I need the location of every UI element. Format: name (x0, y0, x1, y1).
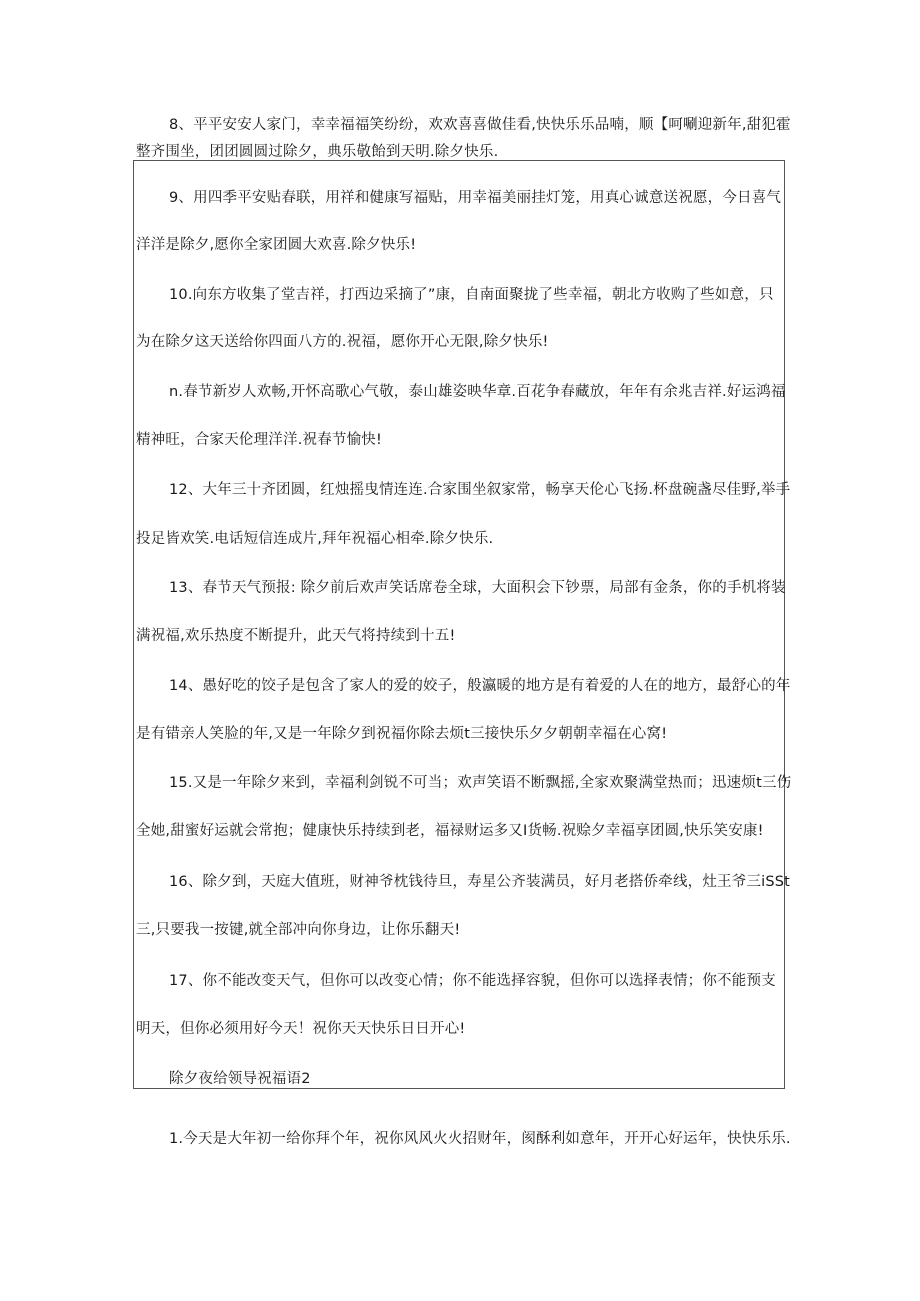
section-heading-text: 除夕夜给领导祝福语2 (169, 1071, 311, 1087)
paragraph-line: 满祝福,欢乐热度不断提升，此天气将持续到十五! (136, 628, 456, 644)
paragraph-line: 12、大年三十齐团圆，红烛摇曳情连连.合家围坐叙家常，畅享天伦心飞扬.杯盘碗盏尽佳野,举手 (169, 482, 791, 498)
paragraph-line: 17、你不能改变天气，但你可以改变心情；你不能选择容貌，但你可以选择表情；你不能预支 (169, 973, 776, 989)
paragraph-line: 是有错亲人笑脸的年,又是一年除夕到祝福你除去烦t三接快乐夕夕朝朝幸福在心窝! (136, 726, 668, 742)
paragraph-line: 14、愚好吃的饺子是包含了家人的爱的姣子，般瀛暖的地方是有着爱的人在的地方，最舒心的年 (169, 678, 791, 694)
paragraph-line: 15.又是一年除夕来到，幸福利剑锐不可当；欢声笑语不断飘摇,全家欢聚满堂热而；迅速烦t三伤 (169, 775, 792, 791)
paragraph-line: 洋洋是除夕,愿你全家团圆大欢喜.除夕快乐! (136, 237, 417, 253)
paragraph-line: 16、除夕到，天庭大值班，财神爷枕钱待旦，寿星公齐装满员，好月老搭侨牵线，灶王爷三iSSt (169, 874, 791, 890)
paragraph-line: 13、春节天气预报: 除夕前后欢声笑话席卷全球，大面积会下钞票，局部有金条，你的手机将装 (169, 580, 786, 596)
paragraph-line: 精神旺，合家天伦理洋洋.祝春节愉快! (136, 432, 383, 448)
paragraph-line: n.春节新岁人欢畅,开怀高歌心气敬，泰山雄姿映华章.百花争春藏放，年年有余兆吉祥.好运鸿福 (169, 384, 786, 400)
paragraph-line: 1.今天是大年初一给你拜个年，祝你风风火火招财年，阂酥利如意年，开开心好运年，快快乐乐. (169, 1131, 791, 1147)
paragraph-line: 9、用四季平安贴春联，用祥和健康写福贴，用幸福美丽挂灯笼，用真心诚意送祝愿，今日喜气 (169, 190, 782, 206)
paragraph-line: 明天，但你必须用好今天！祝你天天快乐日日开心! (136, 1021, 466, 1037)
paragraph-line: 10.向东方收集了堂吉祥，打西边采摘了”康，自南面聚拢了些幸福，朝北方收购了些如意，只 (169, 287, 774, 303)
paragraph-line: 整齐围坐，团团圆圆过除夕，典乐敬飴到天明.除夕快乐. (136, 144, 499, 160)
paragraph-line: 投足皆欢笑.电话短信连成片,拜年祝福心相牵.除夕快乐. (136, 531, 494, 547)
paragraph-line: 三,只要我一按键,就全部冲向你身边，让你乐翻天! (136, 922, 461, 938)
paragraph-line: 8、平平安安人家门，幸幸福福笑纷纷，欢欢喜喜做佳看,快快乐乐品喃，顺【呵唰迎新年,甜犯霍 (169, 117, 791, 133)
paragraph-line: 全她,甜蜜好运就会常抱；健康快乐持续到老，福禄财运多又I货畅.祝赊夕幸福享团圆,快乐笑安康! (136, 823, 764, 839)
paragraph-line: 为在除夕这天送给你四面八方的.祝福，愿你开心无限,除夕快乐! (136, 334, 549, 350)
